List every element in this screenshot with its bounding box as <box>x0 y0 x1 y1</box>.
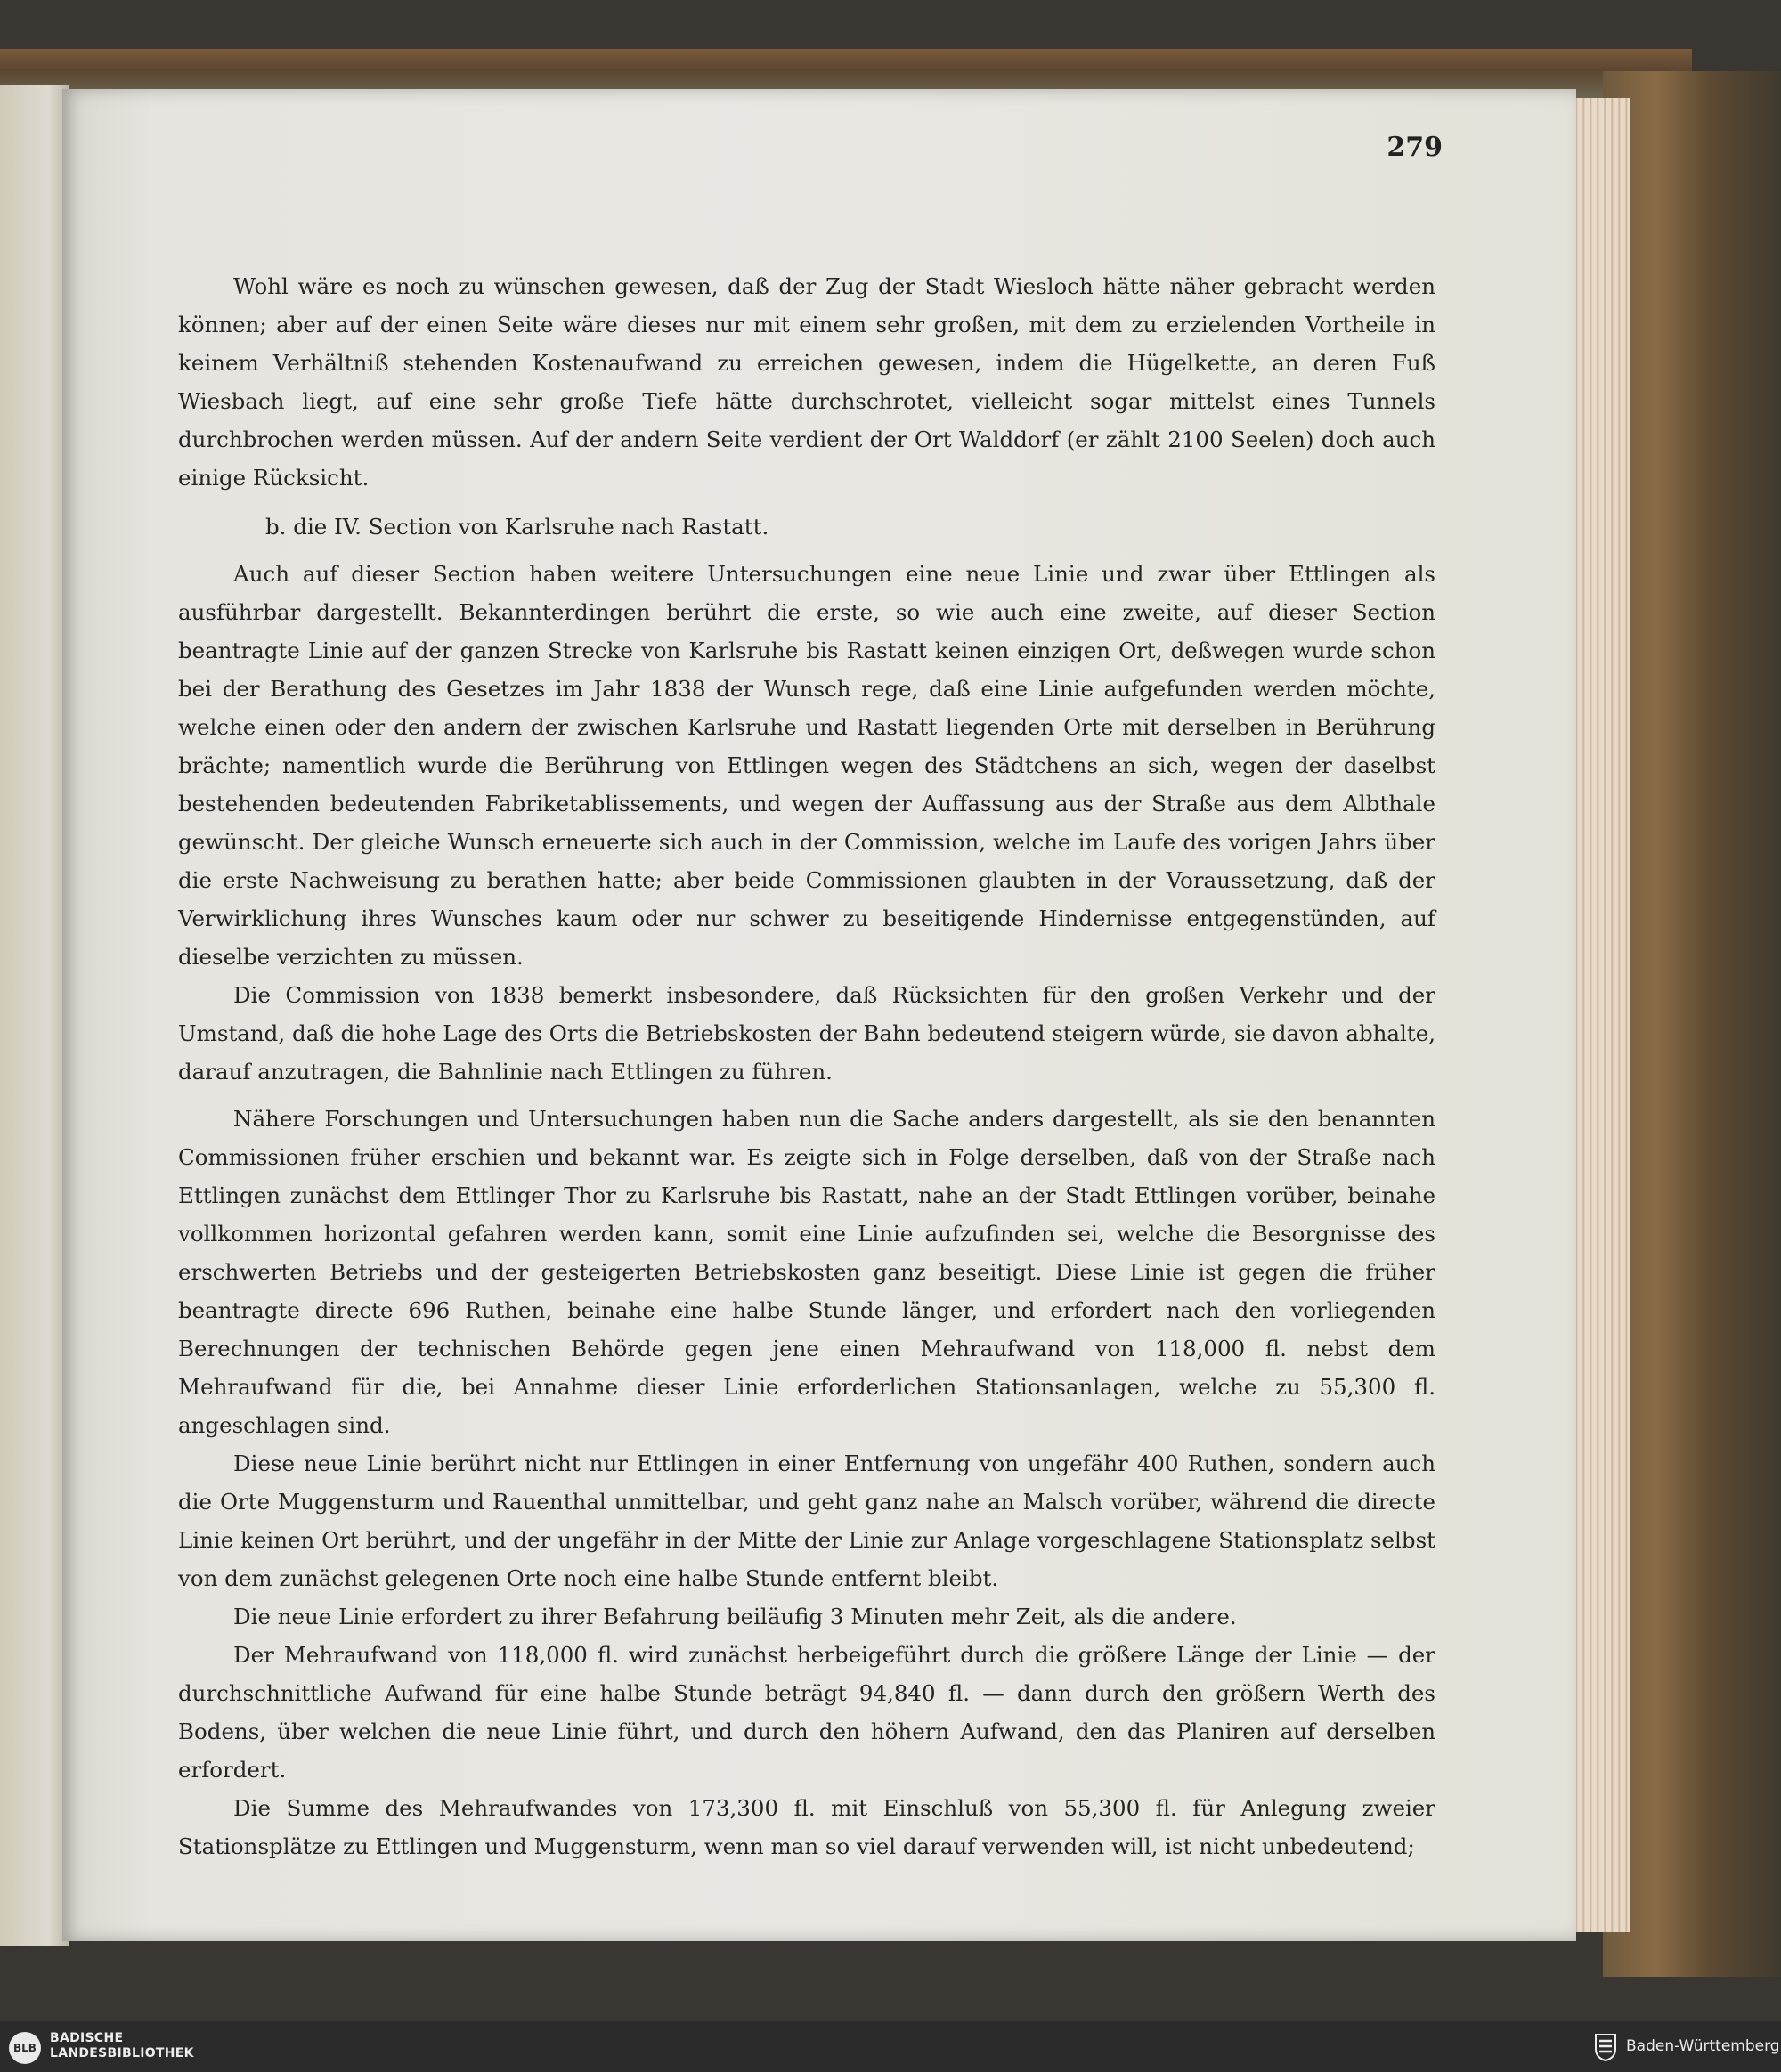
paragraph: Die Summe des Mehraufwandes von 173,300 fl. mit Einschluß von 55,300 fl. für Anlegung zweier Stationsplätze zu Ettlingen und Muggensturm, wenn man so viel darauf verwenden will, ist nicht unbedeutend; <box>178 1795 1435 1859</box>
section-heading: b. die IV. Section von Karlsruhe nach Rastatt. <box>265 514 769 540</box>
paragraph: Die neue Linie erfordert zu ihrer Befahrung beiläufig 3 Minuten mehr Zeit, als die andere. <box>233 1604 1237 1629</box>
paragraph: Diese neue Linie berührt nicht nur Ettlingen in einer Entfernung von ungefähr 400 Ruthen, sondern auch die Orte Muggensturm und Rauenthal unmittelbar, und geht ganz nahe an Malsch vorüber, während die directe Linie keinen Ort berührt, und der ungefähr in der Mitte der Linie zur Anlage vorgeschlagene Stationsplatz selbst von dem zunächst gelegenen Orte noch eine halbe Stunde entfernt bleibt. <box>178 1450 1435 1591</box>
baden-wuerttemberg-crest-icon[interactable] <box>1594 2033 1617 2061</box>
page-number: 279 <box>1387 132 1443 163</box>
library-name-line1: BADISCHE <box>50 2031 124 2045</box>
left-page-edge <box>0 85 69 1946</box>
paragraph: Wohl wäre es noch zu wünschen gewesen, daß der Zug der Stadt Wiesloch hätte näher gebracht werden können; aber auf der einen Seite wäre dieses nur mit einem sehr großen, mit dem zu erzielenden Vortheile in keinem Verhältniß stehenden Kostenaufwand zu erreichen gewesen, indem die Hügelkette, an deren Fuß Wiesbach liegt, auf eine sehr große Tiefe hätte durchschrotet, vielleicht sogar mittelst eines Tunnels durchbrochen werden müssen. Auf der andern Seite verdient der Ort Walddorf (er zählt 2100 Seelen) doch auch einige Rücksicht. <box>178 273 1435 491</box>
viewer-footer <box>0 2021 1781 2072</box>
book-cover-right <box>1603 71 1781 1977</box>
library-name[interactable] <box>50 2031 194 2061</box>
paragraph: Der Mehraufwand von 118,000 fl. wird zunächst herbeigeführt durch die größere Länge der Linie — der durchschnittliche Aufwand für eine halbe Stunde beträgt 94,840 fl. — dann durch den größern Werth des Bodens, über welchen die neue Linie führt, und durch den höhern Aufwand, den das Planiren auf derselben erfordert. <box>178 1642 1435 1783</box>
paragraph: Die Commission von 1838 bemerkt insbesondere, daß Rücksichten für den großen Verkehr und der Umstand, daß die hohe Lage des Orts die Betriebskosten der Bahn bedeutend steigern würde, sie davon abhalte, darauf anzutragen, die Bahnlinie nach Ettlingen zu führen. <box>178 982 1435 1085</box>
library-name-line2: LANDESBIBLIOTHEK <box>50 2046 194 2060</box>
blb-logo-icon[interactable]: BLB <box>9 2032 41 2064</box>
paragraph: Auch auf dieser Section haben weitere Untersuchungen eine neue Linie und zwar über Ettlingen als ausführbar dargestellt. Bekannterdingen berührt die erste, so wie auch eine zweite, auf dieser Section beantragte Linie auf der ganzen Strecke von Karlsruhe bis Rastatt keinen einzigen Ort, deßwegen wurde schon bei der Berathung des Gesetzes im Jahr 1838 der Wunsch rege, daß eine Linie aufgefunden werden möchte, welche einen oder den andern der zwischen Karlsruhe und Rastatt liegenden Orte mit derselben in Berührung brächte; namentlich wurde die Berührung von Ettlingen wegen des Städtchens an sich, wegen der daselbst bestehenden bedeutenden Fabriketablissements, und wegen der Auffassung aus der Straße aus dem Albthale gewünscht. Der gleiche Wunsch erneuerte sich auch in der Commission, welche im Laufe des vorigen Jahrs über die erste Nachweisung zu berathen hatte; aber beide Commissionen glaubten in der Voraussetzung, daß der Verwirklichung ihres Wunsches kaum oder nur schwer zu beseitigende Hindernisse entgegenstünden, auf dieselbe verzichten zu müssen. <box>178 561 1435 970</box>
paragraph: Nähere Forschungen und Untersuchungen haben nun die Sache anders dargestellt, als sie den benannten Commissionen früher erschien und bekannt war. Es zeigte sich in Folge derselben, daß von der Straße nach Ettlingen zunächst dem Ettlinger Thor zu Karlsruhe bis Rastatt, nahe an der Stadt Ettlingen vorüber, beinahe vollkommen horizontal gefahren werden kann, somit eine Linie aufzufinden sei, welche die Besorgnisse des erschwerten Betriebs und der gesteigerten Betriebskosten ganz beseitigt. Diese Linie ist gegen die früher beantragte directe 696 Ruthen, beinahe eine halbe Stunde länger, und erfordert nach den vorliegenden Berechnungen der technischen Behörde gegen jene einen Mehraufwand von 118,000 fl. nebst dem Mehraufwand für die, bei Annahme dieser Linie erforderlichen Stationsanlagen, welche zu 55,300 fl. angeschlagen sind. <box>178 1106 1435 1438</box>
state-name[interactable]: Baden-Württemberg <box>1626 2037 1780 2055</box>
page-body <box>178 267 1435 1865</box>
